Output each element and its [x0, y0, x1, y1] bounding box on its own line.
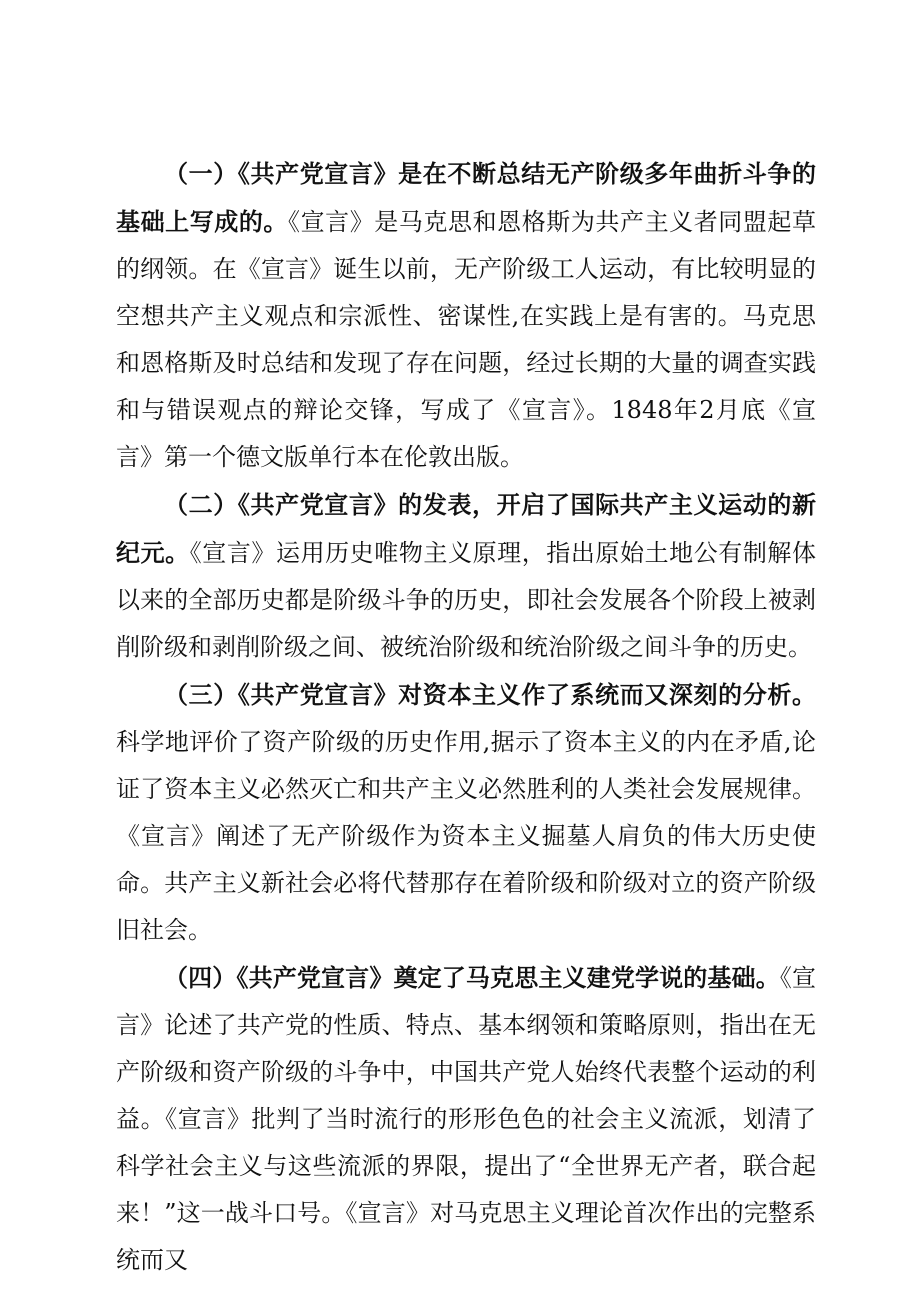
paragraph-1 [116, 150, 816, 481]
paragraph-2 [116, 481, 816, 671]
paragraph-4 [116, 954, 816, 1284]
paragraph-2-heading: （二）《共产党宣言》的发表，开启了国际共产主义运动的新纪元。 [116, 490, 816, 567]
document-body [116, 150, 816, 1284]
paragraph-1-heading: （一）《共产党宣言》是在不断总结无产阶级多年曲折斗争的基础上写成的。 [116, 159, 816, 236]
paragraph-2-body: 《宣言》运用历史唯物主义原理，指出原始土地公有制解体以来的全部历史都是阶级斗争的历史，即社会发展各个阶段上被剥削阶级和剥削阶级之间、被统治阶级和统治阶级之间斗争的历史。 [116, 539, 817, 661]
paragraph-3-body: 科学地评价了资产阶级的历史作用,据示了资本主义的内在矛盾,论证了资本主义必然灭亡和共产主义必然胜利的人类社会发展规律。《宣言》阐述了无产阶级作为资本主义掘墓人肩负的伟大历史使命。共产主义新社会必将代替那存在着阶级和阶级对立的资产阶级旧社会。 [116, 728, 816, 944]
paragraph-4-body: 《宣言》论述了共产党的性质、特点、基本纲领和策略原则，指出在无产阶级和资产阶级的斗争中，中国共产党人始终代表整个运动的利益。《宣言》批判了当时流行的形形色色的社会主义流派，划清了科学社会主义与这些流派的界限，提出了“全世界无产者，联合起来！”这一战斗口号。《宣言》对马克思主义理论首次作出的完整系统而又 [116, 964, 817, 1274]
paragraph-3-heading: （三）《共产党宣言》对资本主义作了系统而又深刻的分析。 [164, 680, 816, 709]
paragraph-1-body: 《宣言》是马克思和恩格斯为共产主义者同盟起草的纲领。在《宣言》诞生以前，无产阶级工人运动，有比较明显的空想共产主义观点和宗派性、密谋性,在实践上是有害的。马克思和恩格斯及时总结和发现了存在问题，经过长期的大量的调查实践和与错误观点的辩论交锋，写成了《宣言》。1848年2月底《宣言》第一个德文版单行本在伦敦出版。 [116, 208, 816, 471]
paragraph-3 [116, 671, 816, 954]
paragraph-4-heading: （四）《共产党宣言》奠定了马克思主义建党学说的基础。 [164, 963, 780, 992]
